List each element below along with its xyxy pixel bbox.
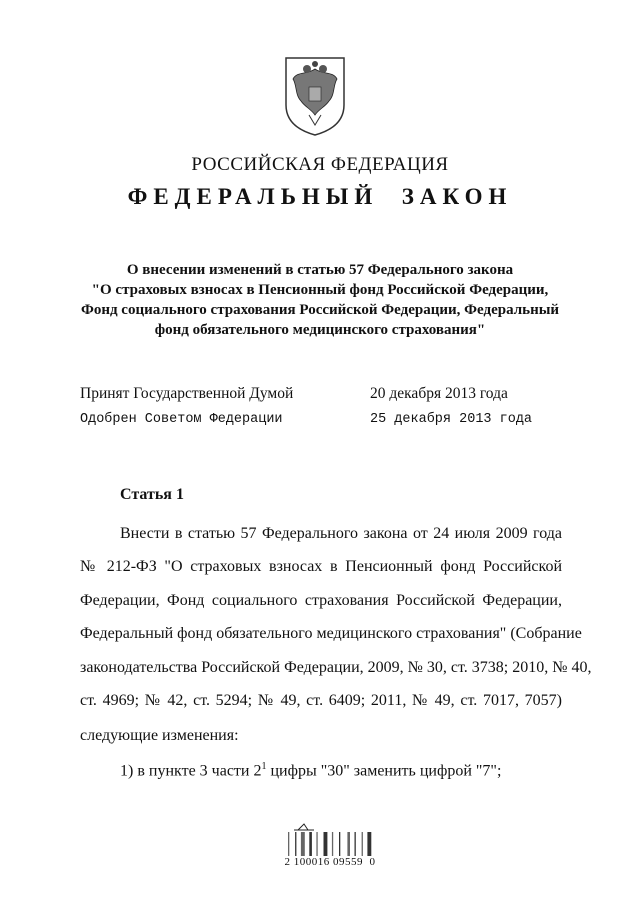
barcode-bar xyxy=(288,832,289,856)
item-1 xyxy=(120,761,501,780)
body-line: Внести в статью 57 Федерального закона от 24 июля 2009 года xyxy=(120,525,562,542)
body-line: ст. 4969; № 42, ст. 5294; № 49, ст. 6409; 2011, № 49, ст. 7017, 7057) xyxy=(80,692,562,709)
adopted-date: 20 декабря 2013 года xyxy=(370,385,508,402)
barcode-bar xyxy=(339,832,340,856)
barcode-bar xyxy=(301,832,305,856)
barcode-bar xyxy=(316,832,317,856)
title-line: Фонд социального страхования Российской Федерации, Федеральный xyxy=(80,302,560,318)
superscript: 1 xyxy=(261,761,267,772)
barcode-bar xyxy=(347,832,350,856)
barcode-number: 2 100016 09559 0 xyxy=(284,856,376,868)
body-line: Федеральный фонд обязательного медицинского страхования" (Собрание xyxy=(80,625,582,642)
body-line: № 212-ФЗ "О страховых взносах в Пенсионный фонд Российской xyxy=(80,558,562,575)
body-line: законодательства Российской Федерации, 2009, № 30, ст. 3738; 2010, № 40, xyxy=(80,659,592,676)
approved-label: Одобрен Советом Федерации xyxy=(80,412,283,427)
title-line: "О страховых взносах в Пенсионный фонд Российской Федерации, xyxy=(91,282,549,298)
approved-date: 25 декабря 2013 года xyxy=(370,412,533,427)
body-line: следующие изменения: xyxy=(80,727,239,744)
title-line: О внесении изменений в статью 57 Федерального закона xyxy=(126,262,514,278)
adopted-label: Принят Государственной Думой xyxy=(80,385,294,402)
body-line: Федерации, Фонд социального страхования Российской Федерации, xyxy=(80,592,562,609)
barcode-bar xyxy=(324,832,328,856)
barcode-bar xyxy=(362,832,363,856)
barcode-bar xyxy=(355,832,356,856)
item-text: цифры "30" заменить цифрой "7"; xyxy=(266,762,502,780)
barcode-bar xyxy=(367,832,371,856)
article-heading: Статья 1 xyxy=(120,486,184,503)
item-text: 1) в пункте 3 части 2 xyxy=(120,762,262,780)
coat-of-arms-emblem xyxy=(283,55,347,137)
barcode-image xyxy=(284,822,376,856)
barcode-bar xyxy=(309,832,312,856)
country-name: РОССИЙСКАЯ ФЕДЕРАЦИЯ xyxy=(191,154,449,175)
document-type: ФЕДЕРАЛЬНЫЙ ЗАКОН xyxy=(127,184,513,209)
barcode-bar xyxy=(295,832,296,856)
title-line: фонд обязательного медицинского страхования" xyxy=(154,322,486,338)
barcode-bar xyxy=(332,832,333,856)
barcode-mark xyxy=(294,824,314,830)
